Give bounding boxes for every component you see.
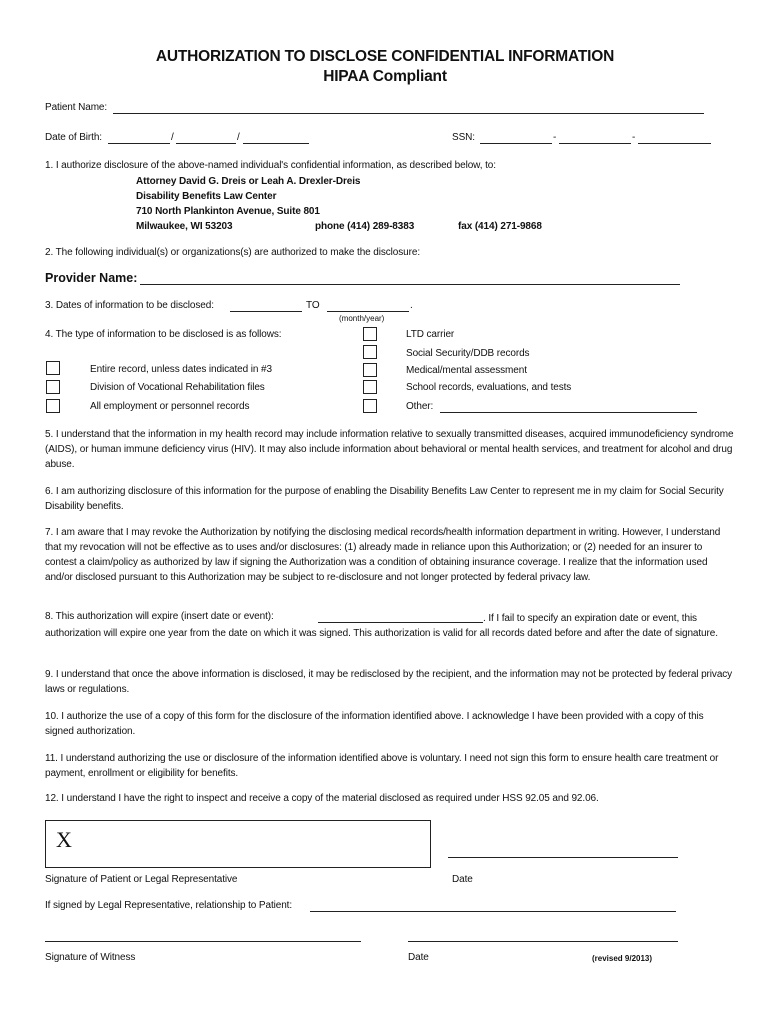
dob-day-field[interactable]	[176, 143, 236, 144]
recipient-organization: Disability Benefits Law Center	[136, 191, 277, 202]
witness-signature-field[interactable]	[45, 941, 361, 942]
patient-name-label: Patient Name:	[45, 102, 108, 113]
paragraph-6: 6. I am authorizing disclosure of this information for the purpose of enabling the Disability Benefits Law Center to represent me in my claim for Social Security Disability benefits.	[45, 486, 724, 512]
date-from-field[interactable]	[230, 311, 302, 312]
recipient-city: Milwaukee, WI 53203	[136, 221, 233, 232]
to-label: TO	[306, 300, 320, 311]
checkbox-employment-records[interactable]	[46, 399, 60, 413]
recipient-address: 710 North Plankinton Avenue, Suite 801	[136, 206, 320, 217]
witness-date-label: Date	[408, 952, 429, 963]
patient-name-field[interactable]	[113, 113, 704, 114]
provider-name-field[interactable]	[140, 284, 680, 285]
paragraph-9: 9. I understand that once the above information is disclosed, it may be redisclosed by the recipient, and the information may not be protected by federal privacy laws or regulations.	[45, 669, 733, 695]
checkbox-medical-assessment[interactable]	[363, 363, 377, 377]
option-dvr-files: Division of Vocational Rehabilitation files	[90, 382, 265, 393]
checkbox-entire-record[interactable]	[46, 361, 60, 375]
paragraph-8-rest: . If I fail to specify an expiration date or event, this authorization will expire one year from the date on which it was signed. This authorization is valid for all records dated before and after the date of signature.	[45, 613, 718, 639]
patient-date-field[interactable]	[448, 857, 678, 858]
dob-year-field[interactable]	[243, 143, 309, 144]
paragraph-8-start: 8. This authorization will expire (insert date or event):	[45, 611, 274, 622]
patient-signature-box[interactable]	[45, 820, 431, 868]
date-to-field[interactable]	[327, 311, 409, 312]
paragraph-12: 12. I understand I have the right to inspect and receive a copy of the material disclosed as required under HSS 92.05 and 92.06.	[45, 793, 599, 804]
ssn-part3-field[interactable]	[638, 143, 711, 144]
paragraph-7: 7. I am aware that I may revoke the Authorization by notifying the disclosing medical records/health information department in writing. However, I understand that my revocation will not be effective as to uses and/or disclosures: (1) already made in reliance upon this Authorization; or (2) needed for an insurer to contest a claim/policy as authorized by law if signing the Authorization was a condition of obtaining insurance coverage. I realize that the information used and/or disclosed pursuant to this Authorization may be subject to re-disclosure and not longer protected by federal privacy law.	[45, 527, 721, 583]
ssn-separator: -	[632, 132, 636, 143]
form-title: AUTHORIZATION TO DISCLOSE CONFIDENTIAL INFORMATION	[155, 48, 615, 65]
patient-signature-label: Signature of Patient or Legal Representative	[45, 874, 238, 885]
option-entire-record: Entire record, unless dates indicated in #3	[90, 364, 272, 375]
option-school-records: School records, evaluations, and tests	[406, 382, 572, 393]
dob-month-field[interactable]	[108, 143, 170, 144]
relationship-label: If signed by Legal Representative, relationship to Patient:	[45, 900, 293, 911]
witness-date-field[interactable]	[408, 941, 678, 942]
recipient-fax: fax (414) 271-9868	[458, 221, 542, 232]
recipient-phone: phone (414) 289-8383	[315, 221, 415, 232]
paragraph-11: 11. I understand authorizing the use or disclosure of the information identified above is voluntary. I need not sign this form to ensure health care treatment or payment, enrollment or eligibility for benefits.	[45, 753, 719, 779]
revision-note: (revised 9/2013)	[592, 954, 653, 963]
other-field[interactable]	[440, 412, 697, 413]
recipient-attorney: Attorney David G. Dreis or Leah A. Drexler-Dreis	[136, 176, 361, 187]
ssn-separator: -	[553, 132, 557, 143]
item-2-text: 2. The following individual(s) or organizations(s) are authorized to make the disclosure:	[45, 247, 420, 258]
option-other: Other:	[406, 401, 434, 412]
option-medical-assessment: Medical/mental assessment	[406, 365, 527, 376]
month-year-hint: (month/year)	[339, 314, 385, 323]
ssn-label: SSN:	[452, 132, 475, 143]
option-employment-records: All employment or personnel records	[90, 401, 250, 412]
form-subtitle: HIPAA Compliant	[323, 68, 447, 85]
paragraph-10: 10. I authorize the use of a copy of this form for the disclosure of the information identified above. I acknowledge I have been provided with a copy of this signed authorization.	[45, 711, 704, 737]
checkbox-school-records[interactable]	[363, 380, 377, 394]
option-ltd-carrier: LTD carrier	[406, 329, 455, 340]
checkbox-other[interactable]	[363, 399, 377, 413]
paragraph-5: 5. I understand that the information in my health record may include information relative to sexually transmitted diseases, acquired immunodeficiency syndrome (AIDS), or human immune deficiency virus (HIV). It may also include information about behavioral or mental health services, and treatment for alcohol and drug abuse.	[45, 429, 734, 470]
option-ssa-ddb-records: Social Security/DDB records	[406, 348, 530, 359]
relationship-field[interactable]	[310, 911, 676, 912]
signature-x-mark: X	[56, 827, 72, 852]
patient-date-label: Date	[452, 874, 473, 885]
item-3-end: .	[410, 300, 413, 311]
dob-label: Date of Birth:	[45, 132, 102, 143]
checkbox-ssa-ddb-records[interactable]	[363, 345, 377, 359]
checkbox-dvr-files[interactable]	[46, 380, 60, 394]
witness-signature-label: Signature of Witness	[45, 952, 136, 963]
ssn-part1-field[interactable]	[480, 143, 552, 144]
item-3-text: 3. Dates of information to be disclosed:	[45, 300, 214, 311]
ssn-part2-field[interactable]	[559, 143, 631, 144]
checkbox-ltd-carrier[interactable]	[363, 327, 377, 341]
dob-separator: /	[171, 132, 174, 143]
item-4-text: 4. The type of information to be disclosed is as follows:	[45, 329, 282, 340]
provider-name-label: Provider Name:	[45, 271, 138, 285]
item-1-text: 1. I authorize disclosure of the above-named individual's confidential information, as described below, to:	[45, 160, 496, 171]
dob-separator: /	[237, 132, 240, 143]
